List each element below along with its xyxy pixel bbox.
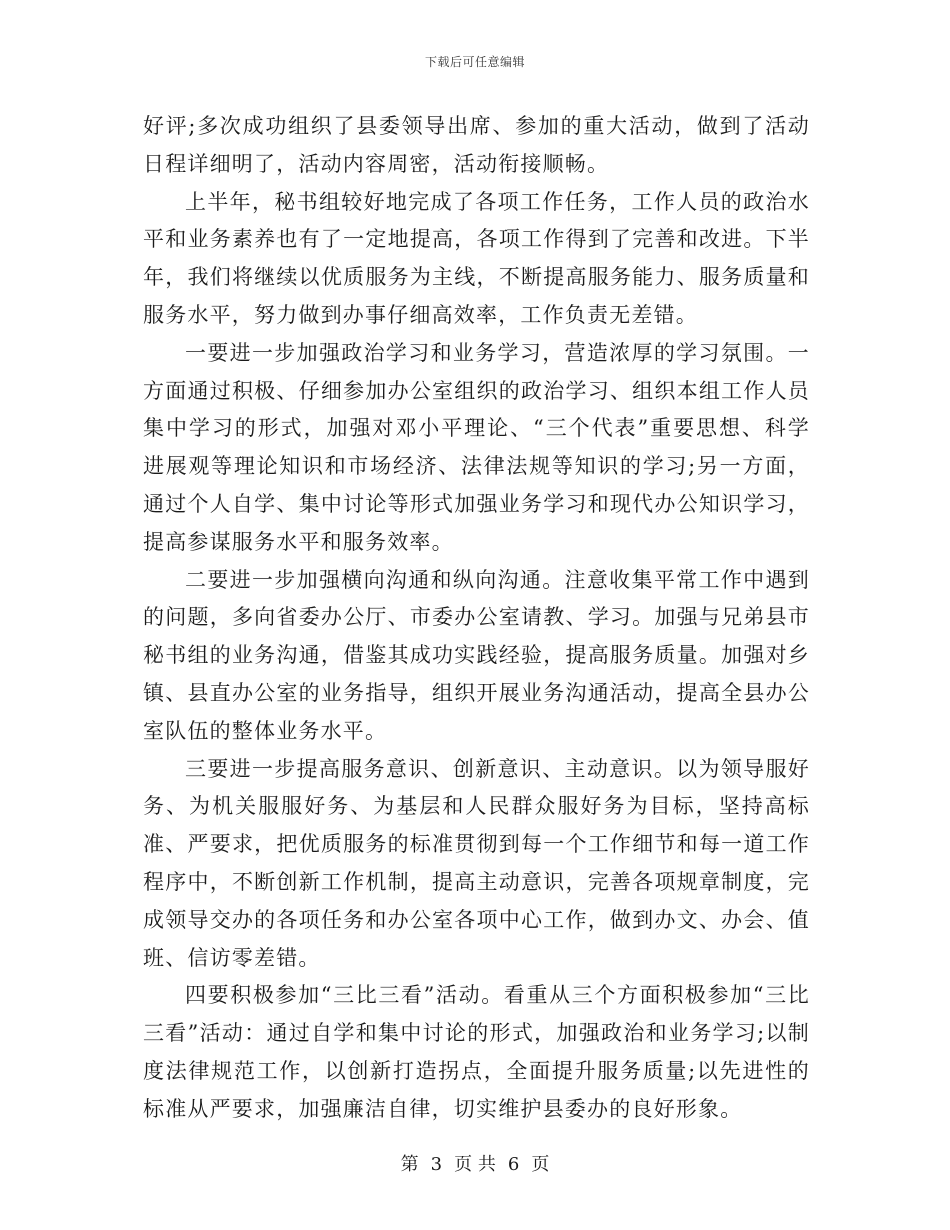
page-footer [0, 1150, 950, 1176]
header-note: 下载后可任意编辑 [424, 55, 525, 69]
page-mid: 页 共 [454, 1154, 496, 1175]
page-suffix: 页 [531, 1154, 550, 1175]
paragraph-3: 一要进一步加强政治学习和业务学习，营造浓厚的学习氛围。一方面通过积极、仔细参加办公室组织的政治学习、组织本组工作人员集中学习的形式，加强对邓小平理论、“三个代表”重要思想、科学进展观等理论知识和市场经济、法律法规等知识的学习;另一方面，通过个人自学、集中讨论等形式加强业务学习和现代办公知识学习，提高参谋服务水平和服务效率。 [143, 340, 810, 554]
paragraph-1: 好评;多次成功组织了县委领导出席、参加的重大活动，做到了活动日程详细明了，活动内容周密，活动衔接顺畅。 [143, 114, 810, 176]
paragraph-6: 四要积极参加“三比三看”活动。看重从三个方面积极参加“三比三看”活动：通过自学和集中讨论的形式，加强政治和业务学习;以制度法律规范工作，以创新打造拐点，全面提升服务质量;以先进性的标准从严要求，加强廉洁自律，切实维护县委办的良好形象。 [143, 983, 810, 1121]
paragraph-2: 上半年，秘书组较好地完成了各项工作任务，工作人员的政治水平和业务素养也有了一定地提高，各项工作得到了完善和改进。下半年，我们将继续以优质服务为主线，不断提高服务能力、服务质量和服务水平，努力做到办事仔细高效率，工作负责无差错。 [143, 189, 810, 327]
page-prefix: 第 [400, 1154, 419, 1175]
paragraph-5: 三要进一步提高服务意识、创新意识、主动意识。以为领导服好务、为机关服服好务、为基层和人民群众服好务为目标，坚持高标准、严要求，把优质服务的标准贯彻到每一个工作细节和每一道工作程序中，不断创新工作机制，提高主动意识，完善各项规章制度，完成领导交办的各项任务和办公室各项中心工作，做到办文、办会、值班、信访零差错。 [143, 756, 810, 970]
page-total-number: 6 [507, 1154, 520, 1175]
page-current-number: 3 [430, 1154, 443, 1175]
document-body [143, 108, 810, 1129]
paragraph-4: 二要进一步加强横向沟通和纵向沟通。注意收集平常工作中遇到的问题，多向省委办公厅、市委办公室请教、学习。加强与兄弟县市秘书组的业务沟通，借鉴其成功实践经验，提高服务质量。加强对乡镇、县直办公室的业务指导，组织开展业务沟通活动，提高全县办公室队伍的整体业务水平。 [143, 567, 810, 743]
